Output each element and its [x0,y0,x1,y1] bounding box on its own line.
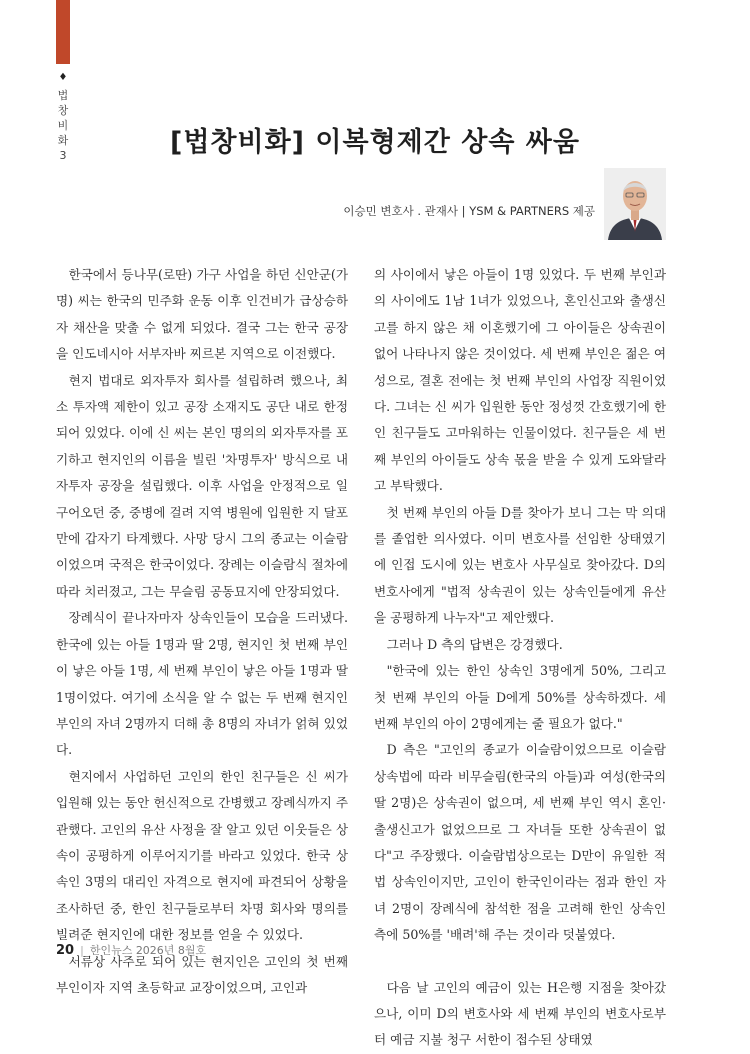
paragraph: 서류상 사주로 되어 있는 현지인은 고인의 첫 번째 부인이자 지역 초등학교 교장이었으며, 고인과 [56,953,348,995]
article-byline: 이승민 변호사 . 관재사 | YSM & PARTNERS 제공 [343,204,595,218]
paragraph: "한국에 있는 한인 상속인 3명에게 50%, 그리고 첫 번째 부인의 아들 D에게 50%를 상속하겠다. 세 번째 부인의 아이 2명에게는 줄 필요가 없다." [374,663,666,731]
paragraph: 한국에서 등나무(로딴) 가구 사업을 하던 신안군(가명) 씨는 한국의 민주화 운동 이후 인건비가 급상승하자 채산을 맞출 수 없게 되었다. 결국 그는 한국 공장을 인도네시아 서부자바 찌르본 지역으로 이전했다. [56,267,348,362]
paragraph: 현지 법대로 외자투자 회사를 설립하려 했으나, 최소 투자액 제한이 있고 공장 소재지도 공단 내로 한정되어 있었다. 이에 신 씨는 본인 명의의 외자투자를 포기하고 현지인의 이름을 빌린 '차명투자' 방식으로 내자투자 공장을 설립했다. 이후 사업을 안정적으로 일구어오던 중, 중병에 걸려 지역 병원에 입원한 지 달포 만에 갑자기 타계했다. 사망 당시 그의 종교는 이슬람이었으며 국적은 한국이었다. 장례는 이슬람식 절차에 따라 치러졌고, 그는 무슬림 공동묘지에 안장되었다. [56,372,348,599]
paragraph: 다음 날 고인의 예금이 있는 H은행 지점을 찾아갔으나, 이미 D의 변호사와 세 번째 부인의 변호사로부터 예금 지불 청구 서한이 접수된 상태였 [374,979,666,1048]
paragraph: 첫 번째 부인의 아들 D를 찾아가 보니 그는 막 의대를 졸업한 의사였다. 이미 변호사를 선임한 상태였기에 인접 도시에 있는 변호사 사무실로 찾아갔다. D의 변호사에게 "법적 상속권이 있는 상속인들에게 유산을 공평하게 나누자"고 제안했다. [374,504,666,626]
footer-divider: | [80,944,84,957]
author-photo [604,168,666,240]
paragraph: 그러나 D 측의 답변은 강경했다. [386,636,563,652]
article-column-left [56,262,348,1001]
article-column-right [374,262,666,1054]
article-title: [법창비화] 이복형제간 상속 싸움 [170,127,580,158]
accent-bar [56,0,70,64]
paragraph: D 측은 "고인의 종교가 이슬람이었으므로 이슬람 상속법에 따라 비무슬림(한국의 아들)과 여성(한국의 딸 2명)은 상속권이 없으며, 세 번째 부인 역시 혼인·출생신고가 없었으므로 그 자녀들 또한 상속권이 없다"고 주장했다. 이슬람법상으로는 D만이 유일한 적법 상속인이지만, 고인이 한국인이라는 점과 한인 자녀 2명이 장례식에 참석한 점을 고려해 한인 상속인 측에 50%를 '배려'해 주는 것이라 덧붙였다. [374,742,666,943]
paragraph: 현지에서 사업하던 고인의 한인 친구들은 신 씨가 입원해 있는 동안 헌신적으로 간병했고 장례식까지 주관했다. 고인의 유산 사정을 잘 알고 있던 이웃들은 상속이 공평하게 이루어지기를 바라고 있었다. 한국 상속인 3명의 대리인 자격으로 현지에 파견되어 상황을 조사하던 중, 한인 친구들로부터 차명 회사와 명의를 빌려준 현지인에 대한 정보를 얻을 수 있었다. [56,768,348,943]
diamond-icon: ♦ [58,72,68,83]
publication-info: 한인뉴스 2026년 8월호 [89,944,207,957]
paragraph: 의 사이에서 낳은 아들이 1명 있었다. 두 번째 부인과의 사이에도 1남 1녀가 있었으나, 혼인신고와 출생신고를 하지 않은 채 이혼했기에 그 아이들은 상속권이 없어 나타나지 않은 것이었다. 세 번째 부인은 젊은 여성으로, 결혼 전에는 첫 번째 부인의 사업장 직원이었다. 그녀는 신 씨가 입원한 동안 정성껏 간호했기에 한인 친구들도 고마워하는 인물이었다. 친구들은 세 번째 부인의 아이들도 상속 몫을 받을 수 있게 도와달라고 부탁했다. [374,267,666,494]
paragraph: 장례식이 끝나자마자 상속인들이 모습을 드러냈다. 한국에 있는 아들 1명과 딸 2명, 현지인 첫 번째 부인이 낳은 아들 1명, 세 번째 부인이 낳은 아들 1명과 딸 1명이었다. 여기에 소식을 알 수 없는 두 번째 현지인 부인의 자녀 2명까지 더해 총 8명의 자녀가 얽혀 있었다. [56,610,348,758]
page-number: 20 [56,943,75,958]
section-label: 법창비화3 [57,89,69,162]
author-portrait-icon [604,168,666,240]
page-footer [56,942,206,958]
